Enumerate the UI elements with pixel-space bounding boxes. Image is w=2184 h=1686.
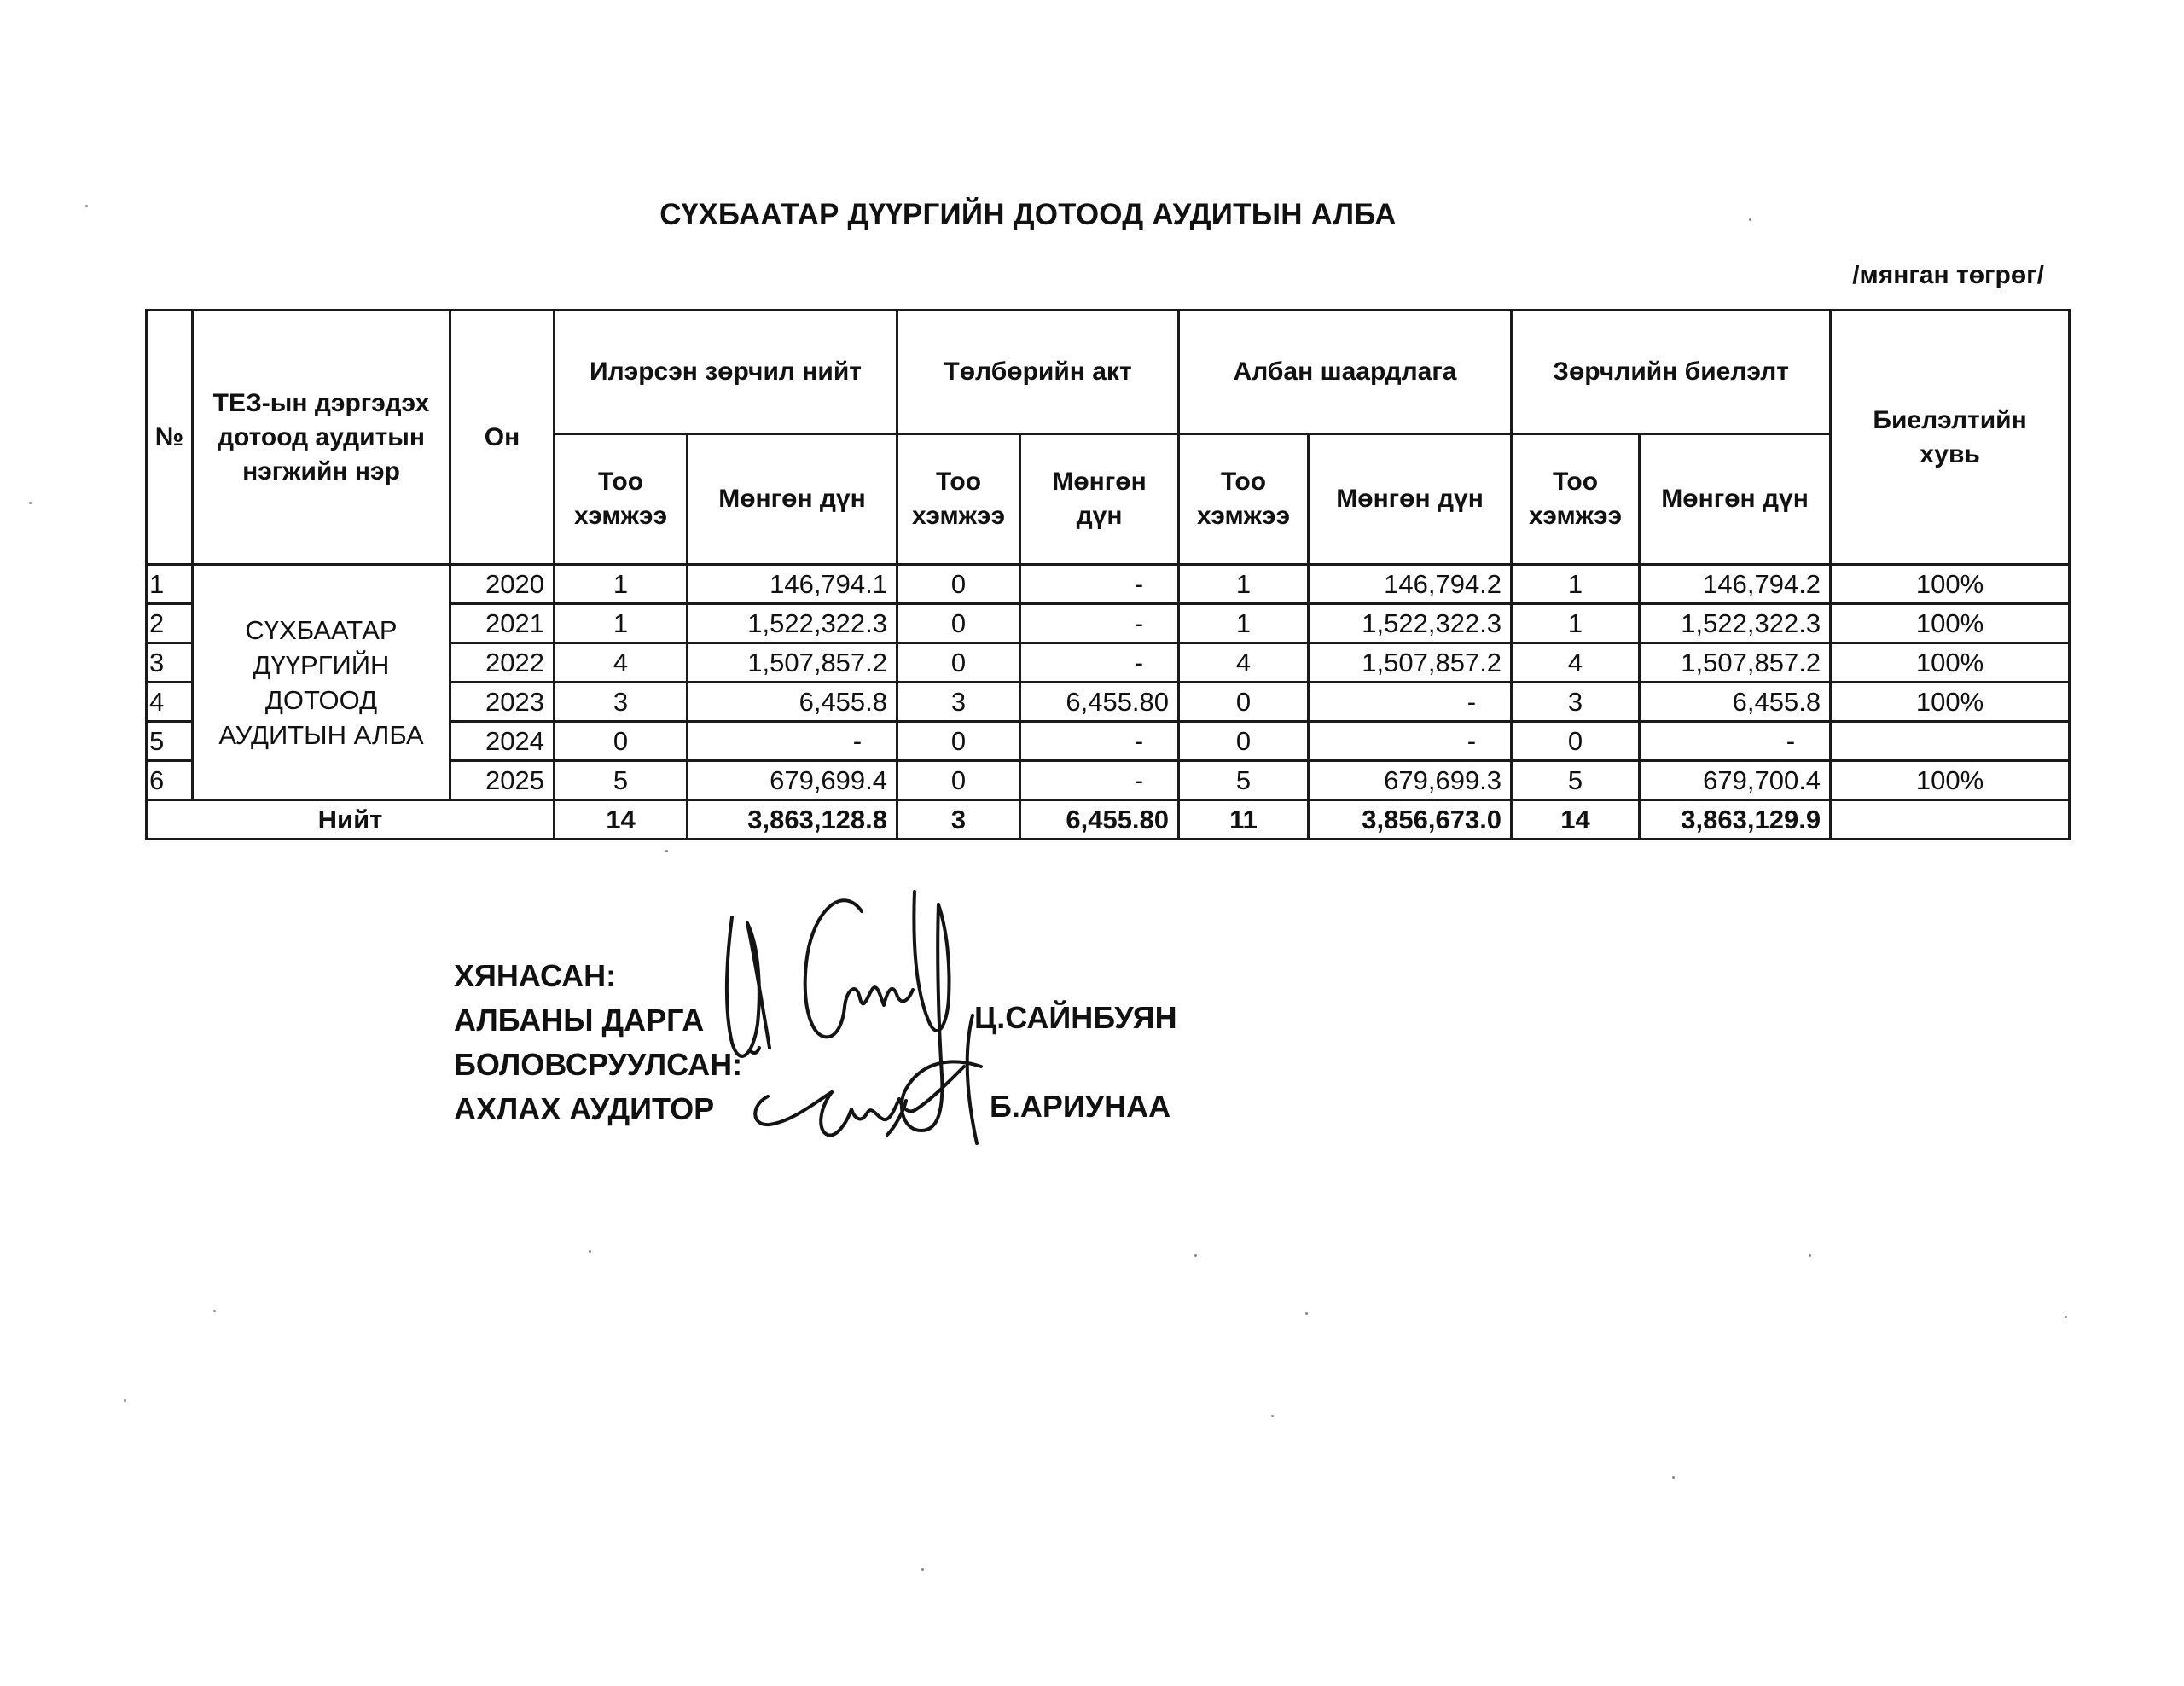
year-cell: 2024 bbox=[450, 722, 555, 761]
scan-speck bbox=[1672, 1476, 1675, 1479]
demand-amount: 146,794.2 bbox=[1309, 565, 1512, 604]
header-violation-fulfillment: Зөрчлийн биелэлт bbox=[1512, 311, 1831, 434]
violations-count: 5 bbox=[555, 761, 688, 800]
scan-speck bbox=[124, 1399, 126, 1402]
total-fulfillment-count: 14 bbox=[1512, 800, 1640, 840]
demand-count: 0 bbox=[1179, 683, 1309, 722]
violations-amount: 679,699.4 bbox=[688, 761, 897, 800]
demand-amount: 1,522,322.3 bbox=[1309, 604, 1512, 643]
demand-count: 1 bbox=[1179, 565, 1309, 604]
subheader-count: Тоо хэмжээ bbox=[1512, 434, 1640, 565]
total-payment-act-amount: 6,455.80 bbox=[1020, 800, 1179, 840]
fulfillment-percent: 100% bbox=[1831, 565, 2070, 604]
header-total-violations: Илэрсэн зөрчил нийт bbox=[555, 311, 897, 434]
fulfillment-amount: 679,700.4 bbox=[1640, 761, 1831, 800]
payment-act-count: 3 bbox=[897, 683, 1020, 722]
scan-speck bbox=[1749, 218, 1751, 221]
violations-count: 0 bbox=[555, 722, 688, 761]
scan-speck bbox=[589, 1250, 591, 1253]
payment-act-amount: - bbox=[1020, 643, 1179, 683]
year-cell: 2020 bbox=[450, 565, 555, 604]
payment-act-amount: - bbox=[1020, 722, 1179, 761]
subheader-count: Тоо хэмжээ bbox=[555, 434, 688, 565]
total-violations-count: 14 bbox=[555, 800, 688, 840]
row-no: 1 bbox=[147, 565, 193, 604]
header-year: Он bbox=[450, 311, 555, 565]
row-no: 2 bbox=[147, 604, 193, 643]
payment-act-amount: - bbox=[1020, 761, 1179, 800]
header-unit-name: ТЕЗ-ын дэргэдэх дотоод аудитын нэгжийн нэр bbox=[193, 311, 450, 565]
violations-amount: - bbox=[688, 722, 897, 761]
document-title: СҮХБААТАР ДҮҮРГИЙН ДОТООД АУДИТЫН АЛБА bbox=[659, 198, 1397, 231]
demand-amount: 679,699.3 bbox=[1309, 761, 1512, 800]
demand-count: 1 bbox=[1179, 604, 1309, 643]
scan-speck bbox=[921, 1568, 924, 1571]
scan-speck bbox=[85, 205, 88, 207]
year-cell: 2025 bbox=[450, 761, 555, 800]
demand-count: 4 bbox=[1179, 643, 1309, 683]
head-signature-icon bbox=[727, 892, 981, 1143]
unit-name-cell: СҮХБААТАР ДҮҮРГИЙН ДОТООД АУДИТЫН АЛБА bbox=[193, 565, 450, 800]
payment-act-amount: 6,455.80 bbox=[1020, 683, 1179, 722]
year-cell: 2022 bbox=[450, 643, 555, 683]
payment-act-count: 0 bbox=[897, 604, 1020, 643]
unit-note: /мянган төгрөг/ bbox=[1852, 261, 2044, 289]
demand-amount: 1,507,857.2 bbox=[1309, 643, 1512, 683]
violations-amount: 6,455.8 bbox=[688, 683, 897, 722]
subheader-count: Тоо хэмжээ bbox=[897, 434, 1020, 565]
violations-amount: 146,794.1 bbox=[688, 565, 897, 604]
subheader-count: Тоо хэмжээ bbox=[1179, 434, 1309, 565]
scan-speck bbox=[665, 850, 668, 852]
fulfillment-count: 3 bbox=[1512, 683, 1640, 722]
scan-speck bbox=[29, 502, 32, 504]
violations-count: 4 bbox=[555, 643, 688, 683]
head-name: Ц.САЙНБУЯН bbox=[974, 1000, 1177, 1035]
violations-count: 1 bbox=[555, 604, 688, 643]
demand-amount: - bbox=[1309, 722, 1512, 761]
header-official-demand: Албан шаардлага bbox=[1179, 311, 1512, 434]
violations-amount: 1,507,857.2 bbox=[688, 643, 897, 683]
total-label: Нийт bbox=[147, 800, 555, 840]
subheader-amount: Мөнгөн дүн bbox=[1309, 434, 1512, 565]
fulfillment-percent: 100% bbox=[1831, 604, 2070, 643]
scan-speck bbox=[213, 1310, 216, 1312]
payment-act-count: 0 bbox=[897, 761, 1020, 800]
header-payment-act: Төлбөрийн акт bbox=[897, 311, 1179, 434]
scan-speck bbox=[1809, 1254, 1811, 1257]
payment-act-amount: - bbox=[1020, 565, 1179, 604]
fulfillment-percent: 100% bbox=[1831, 683, 2070, 722]
fulfillment-amount: 6,455.8 bbox=[1640, 683, 1831, 722]
fulfillment-amount: 146,794.2 bbox=[1640, 565, 1831, 604]
header-no: № bbox=[147, 311, 193, 565]
violations-amount: 1,522,322.3 bbox=[688, 604, 897, 643]
row-no: 3 bbox=[147, 643, 193, 683]
subheader-amount: Мөнгөн дүн bbox=[1640, 434, 1831, 565]
row-no: 5 bbox=[147, 722, 193, 761]
fulfillment-count: 4 bbox=[1512, 643, 1640, 683]
fulfillment-amount: 1,507,857.2 bbox=[1640, 643, 1831, 683]
year-cell: 2021 bbox=[450, 604, 555, 643]
fulfillment-count: 0 bbox=[1512, 722, 1640, 761]
violations-count: 3 bbox=[555, 683, 688, 722]
scan-speck bbox=[1194, 1254, 1197, 1257]
fulfillment-count: 1 bbox=[1512, 604, 1640, 643]
fulfillment-percent: 100% bbox=[1831, 643, 2070, 683]
reviewed-label: ХЯНАСАН: bbox=[454, 958, 617, 993]
year-cell: 2023 bbox=[450, 683, 555, 722]
violations-count: 1 bbox=[555, 565, 688, 604]
auditor-name: Б.АРИУНАА bbox=[990, 1089, 1171, 1124]
payment-act-count: 0 bbox=[897, 565, 1020, 604]
demand-count: 0 bbox=[1179, 722, 1309, 761]
payment-act-count: 0 bbox=[897, 722, 1020, 761]
header-fulfillment-percent: Биелэлтийн хувь bbox=[1831, 311, 2070, 565]
prepared-label: БОЛОВСРУУЛСАН: bbox=[454, 1047, 743, 1082]
total-payment-act-count: 3 bbox=[897, 800, 1020, 840]
subheader-amount: Мөнгөн дүн bbox=[1020, 434, 1179, 565]
demand-count: 5 bbox=[1179, 761, 1309, 800]
total-fulfillment-amount: 3,863,129.9 bbox=[1640, 800, 1831, 840]
fulfillment-count: 1 bbox=[1512, 565, 1640, 604]
subheader-amount: Мөнгөн дүн bbox=[688, 434, 897, 565]
scan-speck bbox=[1271, 1415, 1274, 1417]
fulfillment-count: 5 bbox=[1512, 761, 1640, 800]
payment-act-amount: - bbox=[1020, 604, 1179, 643]
head-title: АЛБАНЫ ДАРГА bbox=[454, 1003, 705, 1038]
fulfillment-percent: 100% bbox=[1831, 761, 2070, 800]
row-no: 6 bbox=[147, 761, 193, 800]
row-no: 4 bbox=[147, 683, 193, 722]
total-demand-amount: 3,856,673.0 bbox=[1309, 800, 1512, 840]
total-demand-count: 11 bbox=[1179, 800, 1309, 840]
fulfillment-amount: 1,522,322.3 bbox=[1640, 604, 1831, 643]
demand-amount: - bbox=[1309, 683, 1512, 722]
fulfillment-amount: - bbox=[1640, 722, 1831, 761]
scan-speck bbox=[1305, 1312, 1308, 1315]
payment-act-count: 0 bbox=[897, 643, 1020, 683]
auditor-title: АХЛАХ АУДИТОР bbox=[454, 1091, 715, 1126]
scan-speck bbox=[2065, 1316, 2067, 1318]
total-violations-amount: 3,863,128.8 bbox=[688, 800, 897, 840]
